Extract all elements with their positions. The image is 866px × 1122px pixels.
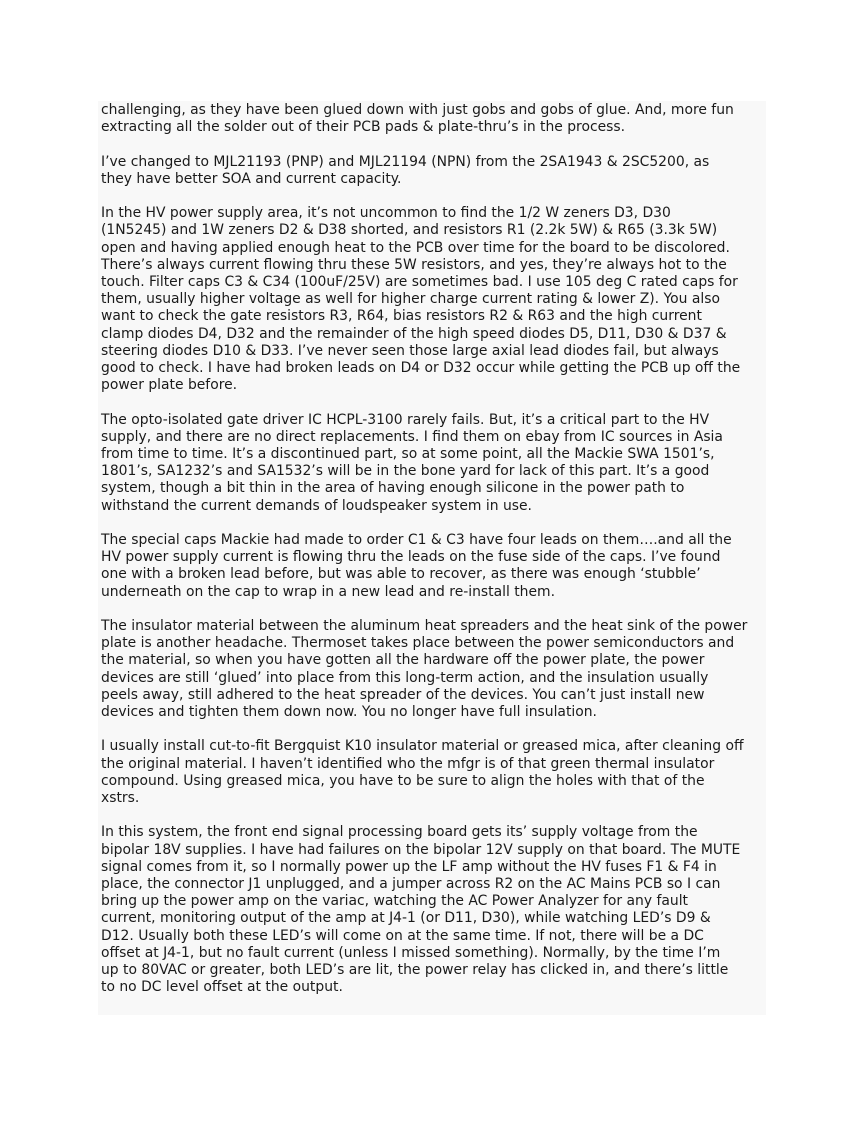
text-line: supply, and there are no direct replacements. I find them on ebay from IC sources in Asia <box>101 428 723 445</box>
text-line: steering diodes D10 & D33. I’ve never seen those large axial lead diodes fail, but always <box>101 342 719 359</box>
text-line: In this system, the front end signal processing board gets its’ supply voltage from the <box>101 824 698 841</box>
text-line: plate is another headache. Thermoset takes place between the power semiconductors and <box>101 635 735 652</box>
text-line: challenging, as they have been glued down with just gobs and gobs of glue. And, more fun <box>101 102 734 118</box>
text-line: system, though a bit thin in the area of having enough silicone in the power path to <box>101 480 685 497</box>
paragraph-5 <box>101 532 764 601</box>
text-line: up to 80VAC or greater, both LED’s are lit, the power relay has clicked in, and there’s little <box>101 962 729 979</box>
text-line: to no DC level offset at the output. <box>101 979 343 996</box>
text-line: devices and tighten them down now. You no longer have full insulation. <box>101 704 597 721</box>
text-line: clamp diodes D4, D32 and the remainder of the high speed diodes D5, D11, D30 & D37 & <box>101 325 727 342</box>
text-line: (1N5245) and 1W zeners D2 & D38 shorted, and resistors R1 (2.2k 5W) & R65 (3.3k 5W) <box>101 222 718 239</box>
text-line: peels away, still adhered to the heat spreader of the devices. You can’t just install new <box>101 686 705 703</box>
text-line: The special caps Mackie had made to order C1 & C3 have four leads on them….and all the <box>101 532 732 549</box>
text-line: good to check. I have had broken leads on D4 or D32 occur while getting the PCB up off the <box>101 360 741 377</box>
text-line: devices are still ‘glued’ into place from this long-term action, and the insulation usually <box>101 669 709 686</box>
text-line: the original material. I haven’t identified who the mfgr is of that green thermal insulator <box>101 755 715 772</box>
text-line: they have better SOA and current capacity. <box>101 170 402 187</box>
text-line: one with a broken lead before, but was able to recover, as there was enough ‘stubble’ <box>101 566 701 583</box>
text-line: offset at J4-1, but no fault current (unless I missed something). Normally, by the time I’m <box>101 944 721 961</box>
text-line: extracting all the solder out of their PCB pads & plate-thru’s in the process. <box>101 119 626 136</box>
text-line: bipolar 18V supplies. I have had failures on the bipolar 12V supply on that board. The MUTE <box>101 841 741 858</box>
text-block <box>98 101 766 1015</box>
paragraph-3 <box>101 205 764 394</box>
text-line: In the HV power supply area, it’s not uncommon to find the 1/2 W zeners D3, D30 <box>101 205 671 222</box>
text-line: 1801’s, SA1232’s and SA1532’s will be in the bone yard for lack of this part. It’s a good <box>101 463 710 480</box>
text-line: xstrs. <box>101 790 140 807</box>
text-line: The insulator material between the aluminum heat spreaders and the heat sink of the power <box>101 618 748 635</box>
text-line: from time to time. It’s a discontinued part, so at some point, all the Mackie SWA 1501’s, <box>101 446 715 463</box>
text-line: current, monitoring output of the amp at J4-1 (or D11, D30), while watching LED’s D9 & <box>101 910 711 927</box>
paragraph-1 <box>101 102 764 136</box>
text-line: underneath on the cap to wrap in a new lead and re-install them. <box>101 583 555 600</box>
text-line: HV power supply current is flowing thru the leads on the fuse side of the caps. I’ve found <box>101 549 721 566</box>
text-line: power plate before. <box>101 377 238 394</box>
text-line: I’ve changed to MJL21193 (PNP) and MJL21194 (NPN) from the 2SA1943 & 2SC5200, as <box>101 153 710 170</box>
text-line: There’s always current flowing thru these 5W resistors, and yes, they’re always hot to the <box>101 256 727 273</box>
text-line: compound. Using greased mica, you have to be sure to align the holes with that of the <box>101 772 705 789</box>
text-line: withstand the current demands of loudspeaker system in use. <box>101 497 532 514</box>
text-line: the material, so when you have gotten all the hardware off the power plate, the power <box>101 652 705 669</box>
text-line: them, usually higher voltage as well for higher charge current rating & lower Z). You also <box>101 291 720 308</box>
paragraph-7 <box>101 738 764 807</box>
text-line: D12. Usually both these LED’s will come on at the same time. If not, there will be a DC <box>101 927 704 944</box>
paragraph-6 <box>101 618 764 721</box>
text-line: place, the connector J1 unplugged, and a jumper across R2 on the AC Mains PCB so I can <box>101 876 721 893</box>
text-line: want to check the gate resistors R3, R64, bias resistors R2 & R63 and the high current <box>101 308 702 325</box>
text-line: The opto-isolated gate driver IC HCPL-3100 rarely fails. But, it’s a critical part to the HV <box>101 411 710 428</box>
text-line: open and having applied enough heat to the PCB over time for the board to be discolored. <box>101 239 730 256</box>
text-line: signal comes from it, so I normally power up the LF amp without the HV fuses F1 & F4 in <box>101 858 717 875</box>
text-line: I usually install cut-to-fit Bergquist K10 insulator material or greased mica, after cleaning off <box>101 738 744 755</box>
paragraph-2 <box>101 154 764 188</box>
text-line: bring up the power amp on the variac, watching the AC Power Analyzer for any fault <box>101 893 689 910</box>
text-line: touch. Filter caps C3 & C34 (100uF/25V) are sometimes bad. I use 105 deg C rated caps for <box>101 274 738 290</box>
paragraph-8 <box>101 824 764 996</box>
paragraph-4 <box>101 412 764 515</box>
